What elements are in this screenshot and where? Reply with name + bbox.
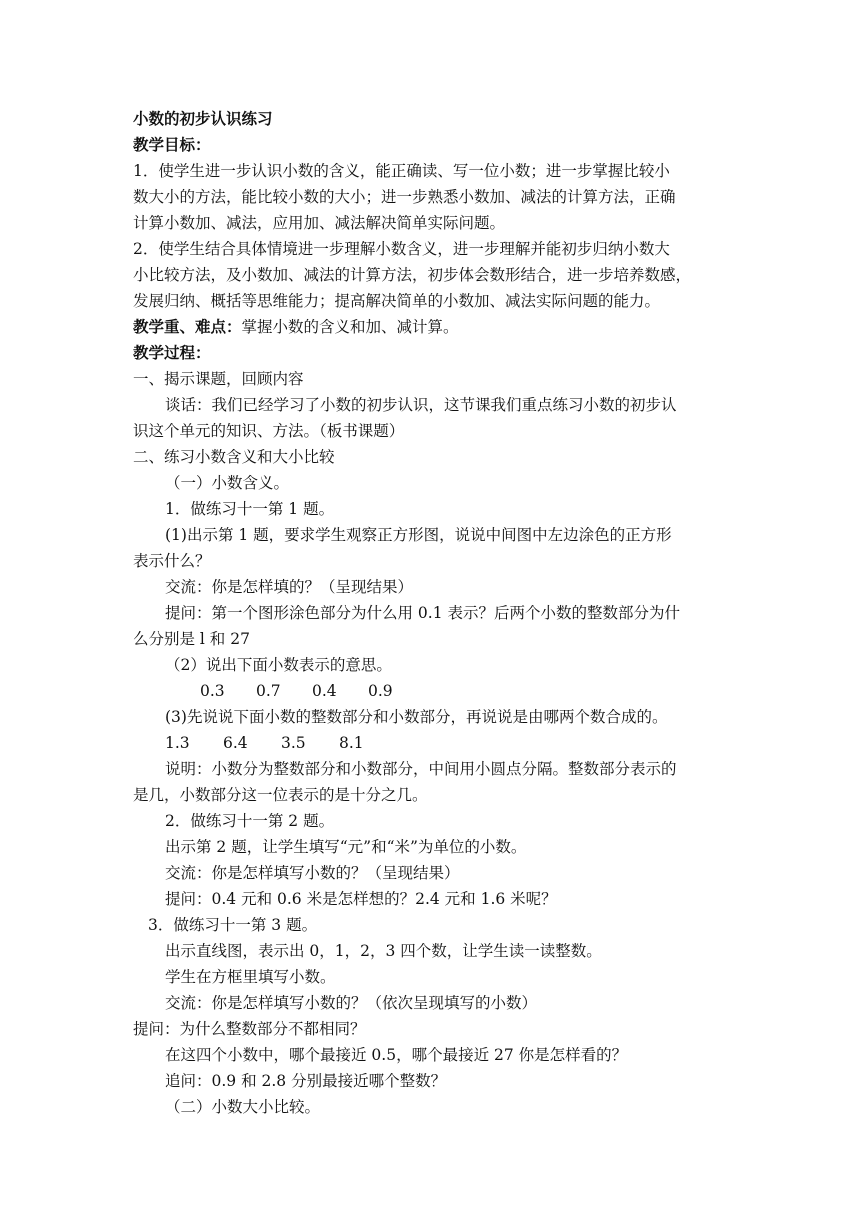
goal2-line-1: 2．使学生结合具体情境进一步理解小数含义，进一步理解并能初步归纳小数大	[133, 240, 670, 258]
decimal-number: 8.1	[339, 734, 364, 752]
ex1-q2-numbers	[200, 678, 424, 704]
keypoints-text: 掌握小数的含义和加、减计算。	[241, 318, 459, 336]
decimal-number: 0.4	[312, 682, 337, 700]
ex2-show: 出示第 2 题，让学生填写“元”和“米”为单位的小数。	[165, 838, 527, 856]
section1-title: 一、揭示课题，回顾内容	[133, 370, 304, 388]
goals-heading: 教学目标：	[133, 135, 211, 154]
section1-talk-line-1: 谈话：我们已经学习了小数的初步认识，这节课我们重点练习小数的初步认	[165, 396, 677, 414]
ex1-q3: (3)先说说下面小数的整数部分和小数部分，再说说是由哪两个数合成的。	[165, 708, 668, 726]
ex1-exchange: 交流：你是怎样填的？（呈现结果）	[165, 578, 414, 596]
ex1-ask-line-1: 提问：第一个图形涂色部分为什么用 0.1 表示？后两个小数的整数部分为什	[165, 604, 681, 622]
document-title: 小数的初步认识练习	[133, 109, 273, 128]
ex1-explain-line-2: 是几，小数部分这一位表示的是十分之几。	[133, 786, 428, 804]
decimal-number: 0.9	[368, 682, 393, 700]
ex3-ask: 提问：为什么整数部分不都相同？	[133, 1020, 366, 1038]
ex1-title: 1．做练习十一第 1 题。	[165, 500, 335, 518]
ex3-title: 3．做练习十一第 3 题。	[148, 916, 318, 934]
ex3-show: 出示直线图，表示出 0，1，2，3 四个数，让学生读一读整数。	[165, 942, 602, 960]
section2-title: 二、练习小数含义和大小比较	[133, 448, 335, 466]
goal1-line-1: 1．使学生进一步认识小数的含义，能正确读、写一位小数；进一步掌握比较小	[133, 162, 670, 180]
decimal-number: 1.3	[165, 734, 190, 752]
goal2-line-2: 小比较方法，及小数加、减法的计算方法，初步体会数形结合，进一步培养数感，	[133, 266, 692, 284]
decimal-number: 3.5	[281, 734, 306, 752]
ex1-q1-line-2: 表示什么？	[133, 552, 211, 570]
ex2-exchange: 交流：你是怎样填写小数的？（呈现结果）	[165, 864, 460, 882]
process-heading: 教学过程：	[133, 343, 211, 362]
goal2-line-3: 发展归纳、概括等思维能力；提高解决简单的小数加、减法实际问题的能力。	[133, 292, 661, 310]
sub1-title: （一）小数含义。	[165, 474, 290, 492]
sub2-title: （二）小数大小比较。	[165, 1098, 321, 1116]
ex3-closest: 在这四个小数中，哪个最接近 0.5，哪个最接近 27 你是怎样看的？	[165, 1046, 628, 1064]
keypoints-label: 教学重、难点：	[133, 317, 242, 336]
section1-talk-line-2: 识这个单元的知识、方法。（板书课题）	[133, 422, 405, 440]
keypoints	[133, 314, 459, 340]
ex1-ask-line-2: 么分别是 l 和 27	[133, 630, 250, 648]
ex3-followup: 追问：0.9 和 2.8 分别最接近哪个整数？	[165, 1072, 447, 1090]
ex1-explain-line-1: 说明：小数分为整数部分和小数部分，中间用小圆点分隔。整数部分表示的	[165, 760, 677, 778]
ex2-ask: 提问：0.4 元和 0.6 米是怎样想的？2.4 元和 1.6 米呢？	[165, 890, 557, 908]
ex2-title: 2．做练习十一第 2 题。	[165, 812, 335, 830]
ex3-fill: 学生在方框里填写小数。	[165, 968, 336, 986]
ex3-exchange: 交流：你是怎样填写小数的？（依次呈现填写的小数）	[165, 994, 538, 1012]
goal1-line-3: 计算小数加、减法，应用加、减法解决简单实际问题。	[133, 214, 506, 232]
ex1-q2: （2）说出下面小数表示的意思。	[165, 656, 392, 674]
decimal-number: 0.7	[256, 682, 281, 700]
ex1-q1-line-1: (1)出示第 1 题，要求学生观察正方形图，说说中间图中左边涂色的正方形	[165, 526, 672, 544]
goal1-line-2: 数大小的方法，能比较小数的大小；进一步熟悉小数加、减法的计算方法，正确	[133, 188, 676, 206]
decimal-number: 6.4	[223, 734, 248, 752]
ex1-q3-numbers	[165, 730, 397, 756]
decimal-number: 0.3	[200, 682, 225, 700]
